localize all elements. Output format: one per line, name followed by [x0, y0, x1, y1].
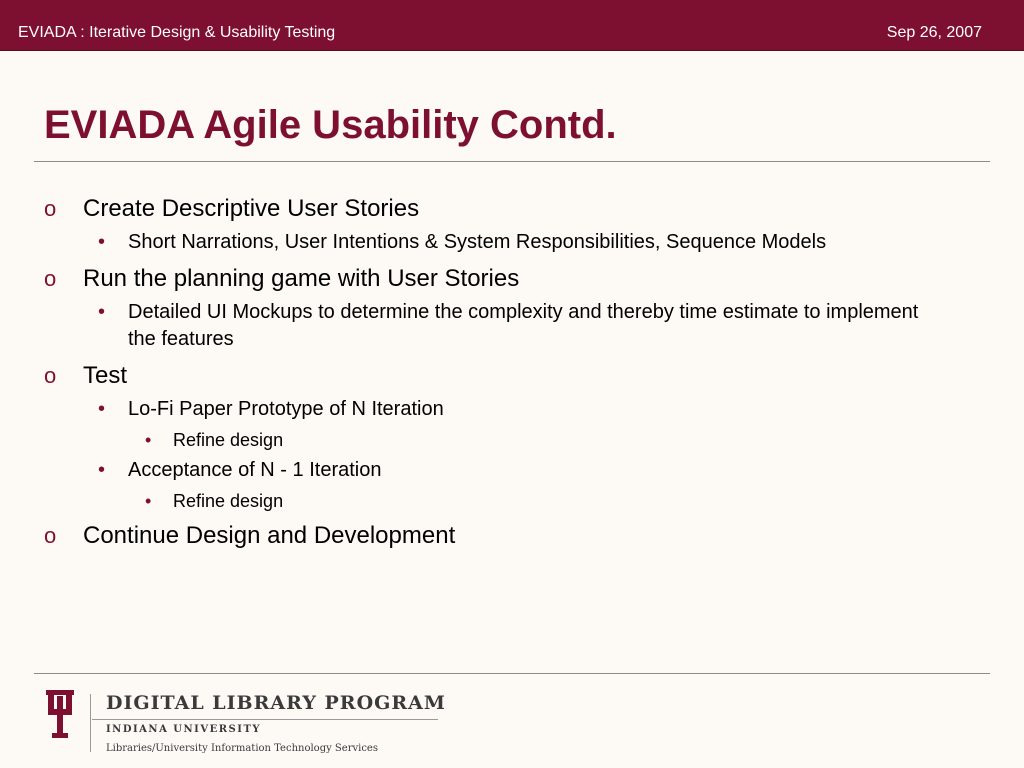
bullet-level2-icon: • — [98, 459, 106, 481]
iu-trident-icon — [40, 688, 80, 740]
list-item-level3: Refine design — [173, 491, 284, 511]
program-name: DIGITAL LIBRARY PROGRAM — [106, 692, 446, 714]
list-item-level1: Test — [83, 362, 128, 389]
university-name: INDIANA UNIVERSITY — [106, 724, 262, 735]
presentation-date: Sep 26, 2007 — [886, 24, 982, 41]
bullet-level1-icon: o — [44, 363, 57, 388]
bullet-level2-icon: • — [98, 231, 106, 253]
title-divider — [34, 161, 990, 162]
slide-title: EVIADA Agile Usability Contd. — [44, 103, 617, 147]
header-bar — [0, 0, 1024, 51]
logo-divider — [90, 694, 91, 752]
bullet-level3-icon: • — [145, 430, 152, 450]
footer-logo — [40, 688, 446, 760]
bullet-level2-icon: • — [98, 301, 106, 323]
bullet-level1-icon: o — [44, 266, 57, 291]
bullet-level1-icon: o — [44, 523, 57, 548]
presentation-title: EVIADA : Iterative Design & Usability Testing — [18, 24, 336, 41]
bullet-level2-icon: • — [98, 398, 106, 420]
list-item-level2: Short Narrations, User Intentions & System Responsibilities, Sequence Models — [128, 231, 827, 253]
list-item-level1: Continue Design and Development — [83, 522, 456, 549]
bullet-level3-icon: • — [145, 491, 152, 511]
list-item-level3: Refine design — [173, 430, 284, 450]
list-item-level2: Lo-Fi Paper Prototype of N Iteration — [128, 398, 444, 420]
bullet-level1-icon: o — [44, 196, 57, 221]
list-item-level1: Run the planning game with User Stories — [83, 265, 520, 292]
list-item-level2: Acceptance of N - 1 Iteration — [128, 459, 382, 481]
list-item-level2: Detailed UI Mockups to determine the complexity and thereby time estimate to implement the features — [128, 301, 919, 350]
footer-divider — [34, 673, 990, 674]
logo-rule — [92, 719, 438, 720]
department-name: Libraries/University Information Technology Services — [106, 743, 378, 754]
list-item-level1: Create Descriptive User Stories — [83, 195, 420, 222]
